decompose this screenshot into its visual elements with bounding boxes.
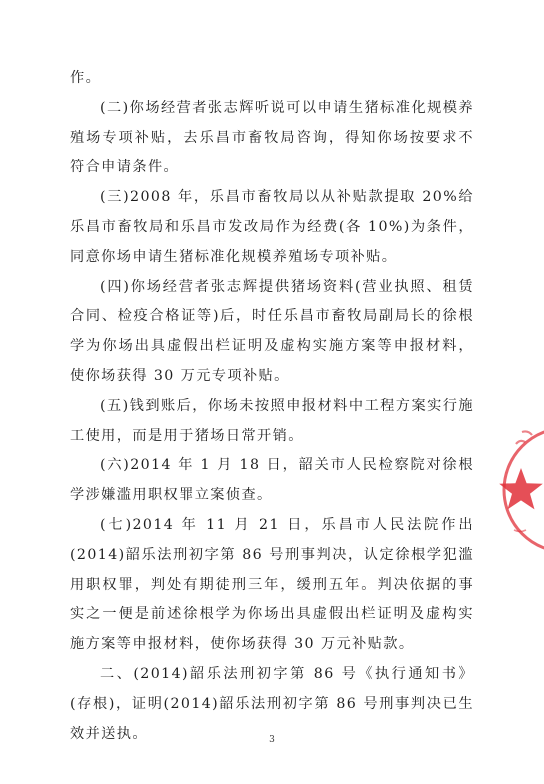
- body-text: [70, 64, 474, 749]
- paragraph-item-2: (二)你场经营者张志辉听说可以申请生猪标准化规模养殖场专项补贴，去乐昌市畜牧局咨询，得知你场按要求不符合申请条件。: [70, 99, 474, 176]
- paragraph-section-2: 二、(2014)韶乐法刑初字第 86 号《执行通知书》(存根)，证明(2014)韶乐法刑初字第 86 号刑事判决已生效并送执。: [70, 665, 474, 742]
- paragraph-continuation: 作。: [70, 70, 102, 86]
- paragraph-item-5: (五)钱到账后，你场未按照申报材料中工程方案实行施工使用，而是用于猪场日常开销。: [70, 397, 474, 444]
- paragraph-item-3: (三)2008 年，乐昌市畜牧局以从补贴款提取 20%给乐昌市畜牧局和乐昌市发改局作为经费(各 10%)为条件，同意你场申请生猪标准化规模养殖场专项补贴。: [70, 189, 474, 265]
- paragraph-item-6: (六)2014 年 1 月 18 日，韶关市人民检察院对徐根学涉嫌滥用职权罪立案侦查。: [70, 457, 474, 504]
- official-seal-stamp: [494, 418, 544, 568]
- paragraph-item-7: (七)2014 年 11 月 21 日，乐昌市人民法院作出(2014)韶乐法刑初字第 86 号刑事判决，认定徐根学犯滥用职权罪，判处有期徒刑三年，缓刑五年。判决依据的事实之一便是前述徐根学为你场出具虚假出栏证明及虚构实施方案等申报材料，使你场获得 30 万元补贴款。: [70, 516, 474, 653]
- page-number: 3: [269, 735, 275, 745]
- seal-star-icon: [499, 468, 543, 509]
- paragraph-item-4: (四)你场经营者张志辉提供猪场资料(营业执照、租赁合同、检疫合格证等)后，时任乐昌市畜牧局副局长的徐根学为你场出具虚假出栏证明及虚构实施方案等申报材料，使你场获得 30 万元专项补贴。: [70, 278, 474, 384]
